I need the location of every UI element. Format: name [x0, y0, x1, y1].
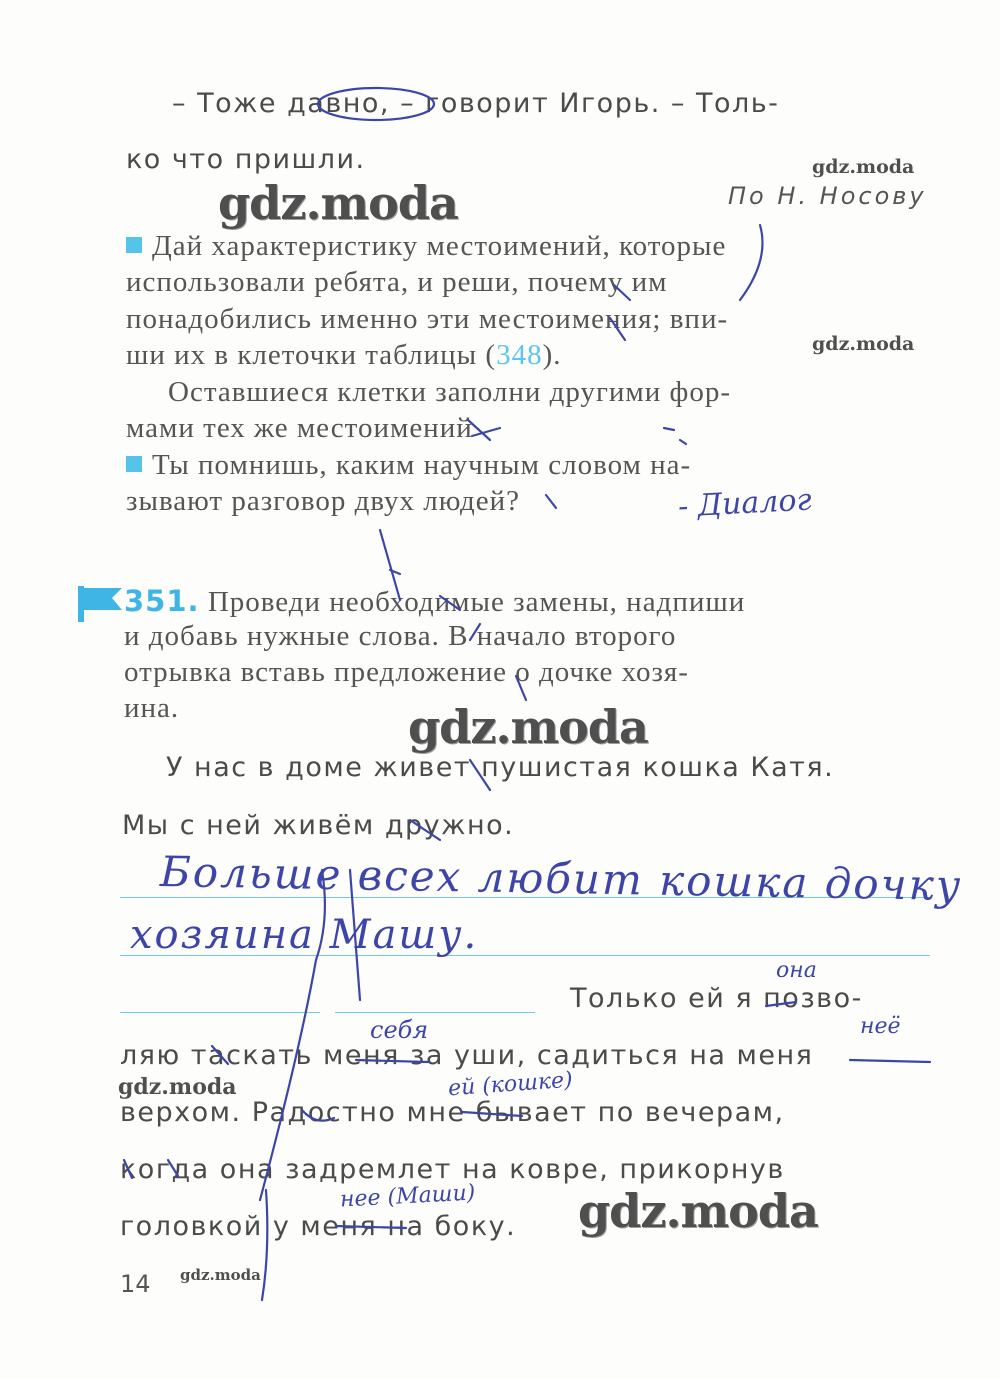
task1-line-5: Оставшиеся клетки заполни другими фор- — [168, 376, 731, 408]
table-reference: 348 — [496, 339, 543, 371]
watermark: gdz.moda — [218, 176, 458, 230]
task1-line-6: мами тех же местоимений — [126, 412, 473, 444]
task1-line-2: использовали ребята, и реши, почему им — [126, 266, 668, 298]
handwritten-nee-mashi: нее (Маши) — [339, 1180, 476, 1213]
story-line-3: Только ей я позво- — [570, 983, 863, 1014]
task1-line-3: понадобились именно эти местоимения; впи- — [126, 303, 729, 335]
story-line-4: ляю таскать меня за уши, садиться на меня — [120, 1040, 814, 1071]
exercise-line-3: отрывка вставь предложение о дочке хозя- — [124, 656, 689, 688]
watermark: gdz.moda — [180, 1266, 261, 1284]
circle-mark — [318, 88, 434, 120]
story-line-6: когда она задремлет на ковре, прикорнув — [120, 1154, 785, 1185]
story-line-5: верхом. Радостно мне бывает по вечерам, — [120, 1097, 785, 1128]
text-line-2: ко что пришли. — [126, 144, 366, 175]
handwritten-answer-line-2: хозяина Машу. — [130, 912, 479, 958]
handwritten-answer-line-1: Больше всех любит кошка дочку — [159, 847, 963, 910]
exercise-line-1: 351. Проведи необходимые замены, надпиши — [124, 584, 746, 618]
watermark: gdz.moda — [408, 700, 648, 754]
watermark: gdz.moda — [812, 156, 915, 178]
exercise-line-4: ина. — [124, 692, 180, 724]
watermark: gdz.moda — [812, 333, 915, 355]
handwritten-nee: неё — [860, 1014, 901, 1039]
task2-line-1: Ты помнишь, каким научным словом на- — [126, 449, 691, 482]
handwritten-dialog-answer: - Диалог — [677, 482, 813, 525]
story-line-7: головкой у меня на боку. — [120, 1211, 517, 1242]
story-line-1: У нас в доме живет пушистая кошка Катя. — [166, 752, 835, 783]
watermark: gdz.moda — [118, 1074, 237, 1100]
handwritten-sebya: себя — [370, 1016, 429, 1044]
text-line-1: – Тоже давно, – говорит Игорь. – Толь- — [172, 88, 780, 119]
exercise-number: 351. — [124, 584, 200, 618]
handwritten-ey-koshke: ей (кошке) — [447, 1067, 574, 1102]
task2-line-2: зывают разговор двух людей? — [126, 485, 520, 517]
handwritten-ona: она — [776, 958, 817, 983]
watermark: gdz.moda — [578, 1184, 818, 1238]
page-number: 14 — [120, 1270, 151, 1298]
task1-line-4: ши их в клеточки таблицы (348). — [126, 339, 562, 371]
author-credit: По Н. Носову — [728, 182, 927, 210]
check-mark-stroke — [740, 225, 763, 300]
task1-line-1: Дай характеристику местоимений, которые — [126, 230, 936, 263]
exercise-line-2: и добавь нужные слова. В начало второго — [124, 620, 677, 652]
story-line-2: Мы с ней живём дружно. — [122, 810, 515, 841]
